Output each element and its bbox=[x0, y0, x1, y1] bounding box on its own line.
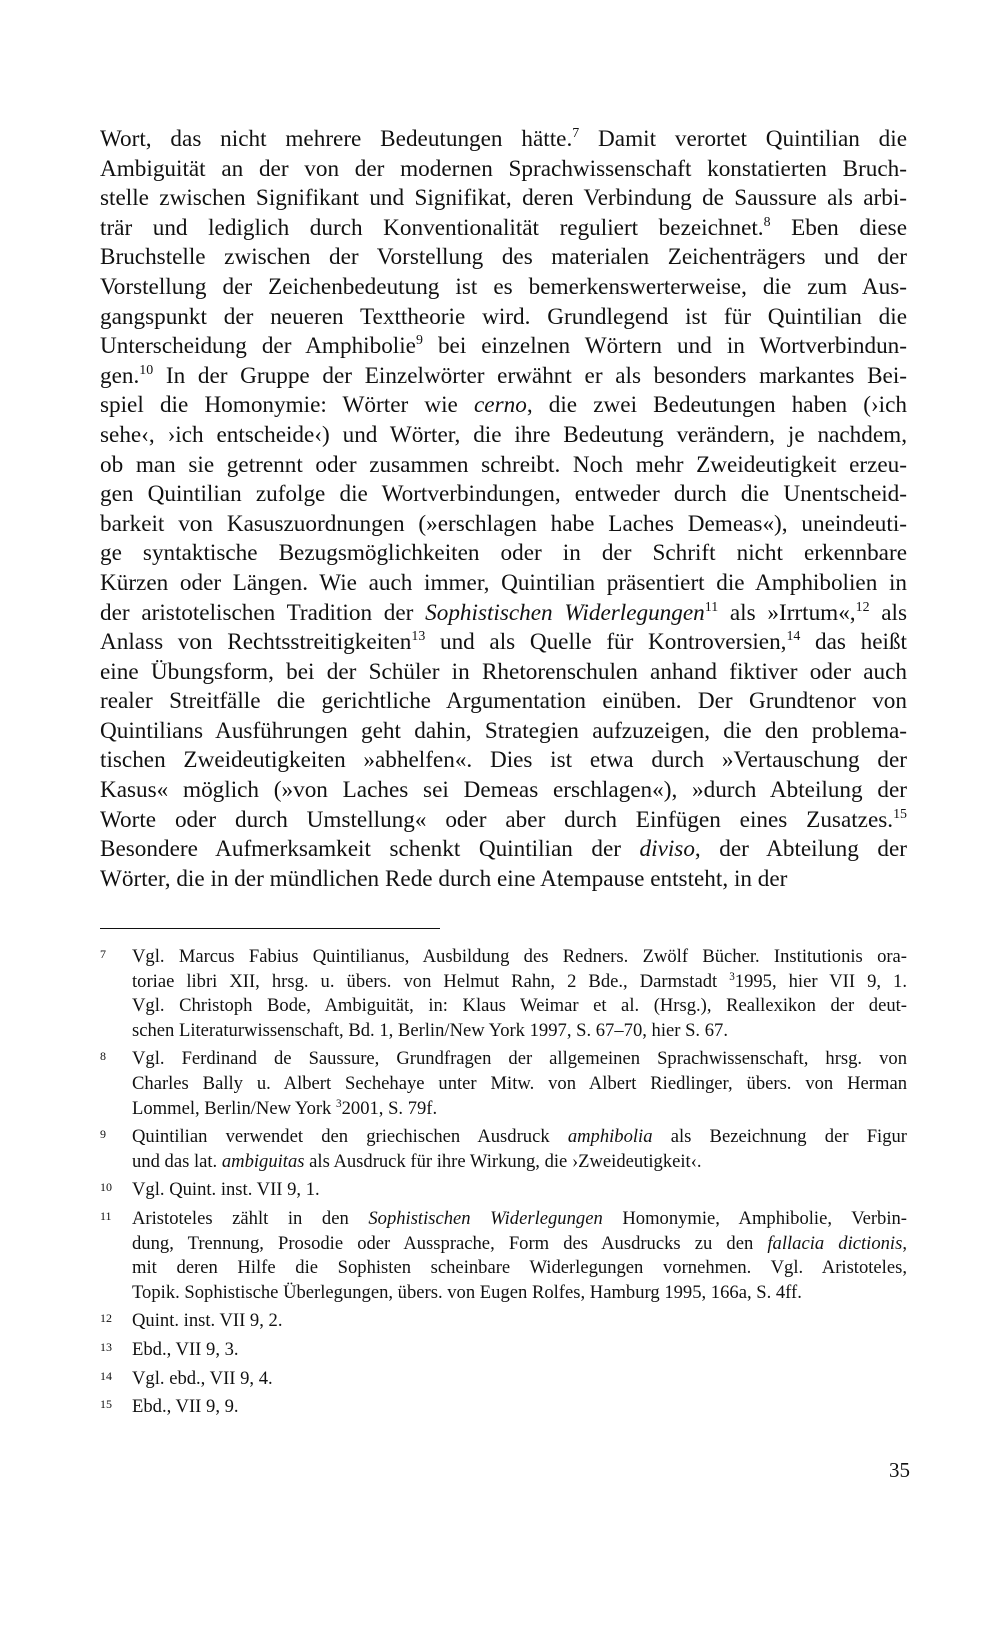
footnote-number: 9 bbox=[100, 1127, 106, 1142]
text-line: gen.$^{10}$ In der Gruppe der Einzelwörter erwähnt er als besonders markantes Bei- bbox=[100, 362, 907, 389]
italic-term: cerno bbox=[474, 392, 527, 419]
footnote-line: Aristoteles zählt in den Sophistischen Widerlegungen Homonymie, Amphibolie, Verbin- bbox=[132, 1207, 907, 1229]
footnote-reference: 9 bbox=[415, 333, 423, 349]
footnote-line: Ebd., VII 9, 3. bbox=[132, 1338, 239, 1360]
footnote-line: toriae libri XII, hrsg. u. übers. von Helmut Rahn, 2 Bde., Darmstadt $^3$1995, hier VII 9, 1. bbox=[132, 970, 907, 992]
text-line: spiel die Homonymie: Wörter wie cerno, die zwei Bedeutungen haben (›ich bbox=[100, 392, 907, 419]
footnote-line: Vgl. Ferdinand de Saussure, Grundfragen der allgemeinen Sprachwissenschaft, hrsg. von bbox=[132, 1048, 907, 1070]
text-line: barkeit von Kasuszuordnungen (»erschlagen habe Laches Demeas«), uneindeuti- bbox=[100, 510, 907, 537]
text-line: Bruchstelle zwischen der Vorstellung des materialen Zeichenträgers und der bbox=[100, 244, 907, 271]
text-line: Wörter, die in der mündlichen Rede durch eine Atempause entsteht, in der bbox=[100, 865, 788, 892]
footnote-separator bbox=[100, 928, 440, 929]
footnote-7 bbox=[100, 945, 907, 1043]
italic-term: diviso bbox=[639, 836, 695, 863]
page-number: 35 bbox=[889, 1458, 910, 1482]
text-line: der aristotelischen Tradition der Sophistischen Widerlegungen$^{11}$ als »Irrtum«,$^{12}$ als bbox=[100, 599, 908, 626]
text-line: gangspunkt der neueren Texttheorie wird. Grundlegend ist für Quintilian die bbox=[100, 303, 907, 330]
footnote-line: und das lat. ambiguitas als Ausdruck für ihre Wirkung, die ›Zweideutigkeit‹. bbox=[132, 1150, 702, 1172]
main-text bbox=[100, 125, 907, 894]
italic-term: ambiguitas bbox=[221, 1150, 305, 1172]
footnote-reference: 3 bbox=[336, 1097, 342, 1110]
footnote-14 bbox=[100, 1367, 907, 1392]
text-line: Besondere Aufmerksamkeit schenkt Quintilian der diviso, der Abteilung der bbox=[100, 836, 907, 863]
footnote-line: dung, Trennung, Prosodie oder Aussprache, Form des Ausdrucks zu den fallacia dictionis, bbox=[132, 1232, 907, 1254]
footnote-reference: 8 bbox=[763, 214, 771, 230]
italic-term: fallacia dictionis bbox=[767, 1232, 903, 1254]
footnote-reference: 7 bbox=[572, 125, 580, 141]
footnote-11 bbox=[100, 1207, 907, 1305]
footnote-reference: 15 bbox=[893, 806, 907, 822]
footnote-number: 14 bbox=[100, 1368, 112, 1383]
footnote-line: Quintilian verwendet den griechischen Ausdruck amphibolia als Bezeichnung der Figur bbox=[132, 1126, 907, 1148]
footnote-10 bbox=[100, 1178, 907, 1203]
footnote-reference: 10 bbox=[139, 362, 154, 378]
footnote-number: 8 bbox=[100, 1049, 106, 1064]
footnote-number: 12 bbox=[100, 1311, 112, 1326]
footnote-13 bbox=[100, 1338, 907, 1363]
footnote-line: Lommel, Berlin/New York $^3$2001, S. 79f. bbox=[132, 1097, 438, 1119]
footnote-line: schen Literaturwissenschaft, Bd. 1, Berlin/New York 1997, S. 67–70, hier S. 67. bbox=[132, 1019, 728, 1041]
text-line: sehe‹, ›ich entscheide‹) und Wörter, die ihre Bedeutung verändern, je nachdem, bbox=[100, 421, 907, 448]
text-line: Unterscheidung der Amphibolie$^9$ bei einzelnen Wörtern und in Wortverbindun- bbox=[100, 333, 907, 360]
text-line: stelle zwischen Signifikant und Signifikat, deren Verbindung de Saussure als arbi- bbox=[100, 185, 907, 212]
footnote-line: Vgl. Marcus Fabius Quintilianus, Ausbildung des Redners. Zwölf Bücher. Institutionis ora- bbox=[132, 946, 907, 967]
footnote-number: 7 bbox=[100, 947, 106, 961]
footnote-line: Ebd., VII 9, 9. bbox=[132, 1396, 239, 1418]
footnote-line: Vgl. ebd., VII 9, 4. bbox=[132, 1367, 273, 1389]
footnote-number: 11 bbox=[100, 1208, 112, 1223]
footnote-15 bbox=[100, 1395, 907, 1420]
footnotes bbox=[100, 945, 907, 1424]
text-line: trär und lediglich durch Konventionalität reguliert bezeichnet.$^8$ Eben diese bbox=[100, 214, 907, 241]
text-line: eine Übungsform, bei der Schüler in Rhetorenschulen anhand fiktiver oder auch bbox=[100, 658, 907, 685]
text-line: gen Quintilian zufolge die Wortverbindungen, entweder durch die Unentscheid- bbox=[100, 481, 907, 508]
text-line: ge syntaktische Bezugsmöglichkeiten oder in der Schrift nicht erkennbare bbox=[100, 540, 907, 567]
footnote-line: Vgl. Christoph Bode, Ambiguität, in: Klaus Weimar et al. (Hrsg.), Reallexikon der deut- bbox=[132, 995, 907, 1017]
text-line: Anlass von Rechtsstreitigkeiten$^{13}$ und als Quelle für Kontroversien,$^{14}$ das heißt bbox=[100, 629, 907, 656]
footnote-number: 13 bbox=[100, 1339, 112, 1354]
text-line: Quintilians Ausführungen geht dahin, Strategien aufzuzeigen, die den problema- bbox=[100, 717, 907, 744]
text-line: Worte oder durch Umstellung« oder aber durch Einfügen eines Zusatzes.$^{15}$ bbox=[100, 806, 907, 833]
footnote-line: mit deren Hilfe die Sophisten scheinbare Widerlegungen vornehmen. Vgl. Aristoteles, bbox=[132, 1257, 907, 1279]
footnote-12 bbox=[100, 1309, 907, 1334]
italic-term: Sophistischen Widerlegungen bbox=[368, 1207, 603, 1229]
footnote-number: 10 bbox=[100, 1180, 112, 1195]
text-line: Vorstellung der Zeichenbedeutung ist es bemerkenswerterweise, die zum Aus- bbox=[100, 273, 907, 300]
footnote-reference: 14 bbox=[786, 629, 801, 645]
footnote-line: Charles Bally u. Albert Sechehaye unter Mitw. von Albert Riedlinger, übers. von Herman bbox=[132, 1072, 907, 1094]
text-line: Ambiguität an der von der modernen Sprachwissenschaft konstatierten Bruch- bbox=[100, 155, 907, 182]
text-line: tischen Zweideutigkeiten »abhelfen«. Dies ist etwa durch »Vertauschung der bbox=[100, 747, 907, 774]
text-line: ob man sie getrennt oder zusammen schreibt. Noch mehr Zweideutigkeit erzeu- bbox=[100, 451, 907, 478]
text-line: realer Streitfälle die gerichtliche Argumentation einüben. Der Grundtenor von bbox=[100, 688, 907, 715]
footnote-line: Topik. Sophistische Überlegungen, übers. von Eugen Rolfes, Hamburg 1995, 166a, S. 4ff. bbox=[132, 1281, 802, 1303]
italic-term: amphibolia bbox=[567, 1126, 653, 1148]
footnote-reference: 11 bbox=[704, 599, 719, 615]
footnote-9 bbox=[100, 1125, 907, 1174]
italic-term: Sophistischen Widerlegungen bbox=[425, 599, 705, 626]
footnote-8 bbox=[100, 1047, 907, 1121]
footnote-reference: 12 bbox=[855, 599, 870, 615]
footnote-reference: 3 bbox=[729, 970, 735, 983]
footnote-reference: 13 bbox=[411, 629, 426, 645]
text-line: Kürzen oder Längen. Wie auch immer, Quintilian präsentiert die Amphibolien in bbox=[100, 569, 907, 596]
text-line: Kasus« möglich (»von Laches sei Demeas erschlagen«), »durch Abteilung der bbox=[100, 777, 907, 804]
footnote-number: 15 bbox=[100, 1397, 112, 1412]
footnote-line: Vgl. Quint. inst. VII 9, 1. bbox=[132, 1179, 320, 1201]
footnote-line: Quint. inst. VII 9, 2. bbox=[132, 1310, 283, 1332]
text-line: Wort, das nicht mehrere Bedeutungen hätte.$^7$ Damit verortet Quintilian die bbox=[100, 125, 907, 152]
